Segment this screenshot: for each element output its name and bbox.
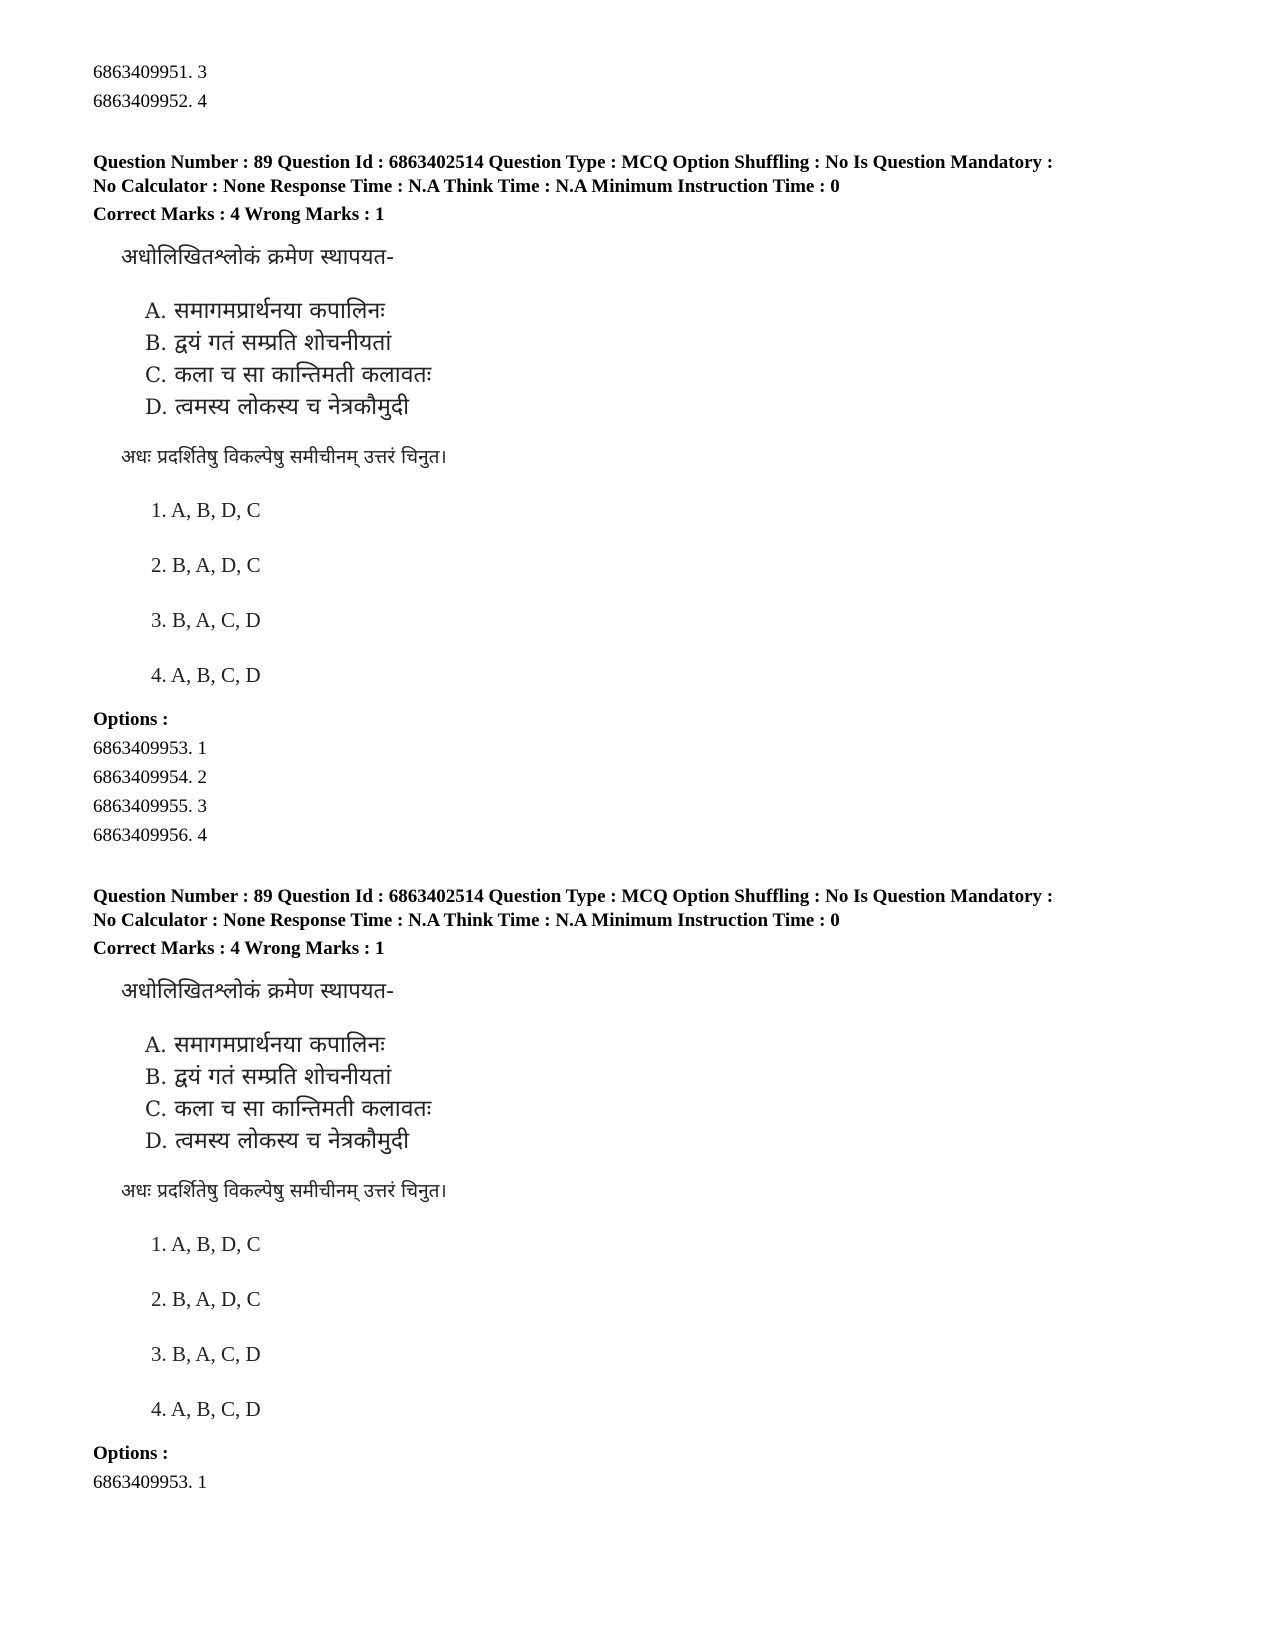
question-meta-line-1: Question Number : 89 Question Id : 6863402514 Question Type : MCQ Option Shuffling : No Is Question Mandatory : <box>93 152 1054 173</box>
question-prompt: अधोलिखितश्लोकं क्रमेण स्थापयत- <box>121 245 395 270</box>
question-image-content <box>121 977 1203 1437</box>
options-heading: Options : <box>93 709 169 730</box>
statement-text: समागमप्रार्थनया कपालिनः <box>174 1032 385 1058</box>
answer-choice: 3. B, A, C, D <box>151 608 261 632</box>
previous-options-list <box>93 58 1203 116</box>
statement-letter: B. <box>145 331 168 355</box>
statement-text: द्वयं गतं सम्प्रति शोचनीयतां <box>174 330 392 356</box>
statement-letter: A. <box>145 299 167 323</box>
statement-item <box>145 1093 1203 1125</box>
answer-choice: 1. A, B, D, C <box>151 498 261 522</box>
statement-text: समागमप्रार्थनया कपालिनः <box>174 298 385 324</box>
statement-text: द्वयं गतं सम्प्रति शोचनीयतां <box>174 1064 392 1090</box>
question-meta-line-2: No Calculator : None Response Time : N.A Think Time : N.A Minimum Instruction Time : 0 <box>93 910 840 931</box>
question-image-content <box>121 243 1203 703</box>
statement-text: त्वमस्य लोकस्य च नेत्रकौमुदी <box>175 1128 410 1154</box>
option-code-line: 6863409952. 4 <box>93 91 207 112</box>
answer-choice: 1. A, B, D, C <box>151 1232 261 1256</box>
question-prompt: अधोलिखितश्लोकं क्रमेण स्थापयत- <box>121 979 395 1004</box>
option-code-line: 6863409956. 4 <box>93 825 207 846</box>
answer-choice: 4. A, B, C, D <box>151 663 261 687</box>
statement-item <box>145 1029 1203 1061</box>
question-block <box>93 885 1203 1497</box>
statement-item <box>145 327 1203 359</box>
statement-letter: C. <box>145 363 167 387</box>
question-meta-line-2: No Calculator : None Response Time : N.A Think Time : N.A Minimum Instruction Time : 0 <box>93 176 840 197</box>
statement-list <box>145 295 1203 423</box>
question-instruction: अधः प्रदर्शितेषु विकल्पेषु समीचीनम् उत्तरं चिनुत। <box>121 1180 447 1202</box>
option-code-line: 6863409955. 3 <box>93 796 207 817</box>
statement-letter: C. <box>145 1097 167 1121</box>
statement-text: कला च सा कान्तिमती कलावतः <box>174 1096 432 1122</box>
statement-item <box>145 391 1203 423</box>
question-instruction: अधः प्रदर्शितेषु विकल्पेषु समीचीनम् उत्तरं चिनुत। <box>121 446 447 468</box>
statement-list <box>145 1029 1203 1157</box>
statement-letter: D. <box>145 395 168 419</box>
option-code-line: 6863409953. 1 <box>93 738 207 759</box>
option-code-line: 6863409954. 2 <box>93 767 207 788</box>
statement-letter: D. <box>145 1129 168 1153</box>
question-block <box>93 151 1203 850</box>
statement-item <box>145 1125 1203 1157</box>
answer-choice: 3. B, A, C, D <box>151 1342 261 1366</box>
question-marks: Correct Marks : 4 Wrong Marks : 1 <box>93 204 385 225</box>
statement-text: त्वमस्य लोकस्य च नेत्रकौमुदी <box>175 394 410 420</box>
options-heading: Options : <box>93 1443 169 1464</box>
statement-item <box>145 359 1203 391</box>
answer-choice: 2. B, A, D, C <box>151 553 261 577</box>
question-meta-line-1: Question Number : 89 Question Id : 6863402514 Question Type : MCQ Option Shuffling : No Is Question Mandatory : <box>93 886 1054 907</box>
answer-choice: 4. A, B, C, D <box>151 1397 261 1421</box>
option-code-line: 6863409951. 3 <box>93 62 207 83</box>
document-page <box>93 58 1203 1497</box>
question-marks: Correct Marks : 4 Wrong Marks : 1 <box>93 938 385 959</box>
statement-letter: B. <box>145 1065 168 1089</box>
statement-item <box>145 1061 1203 1093</box>
statement-letter: A. <box>145 1033 167 1057</box>
statement-item <box>145 295 1203 327</box>
option-code-line: 6863409953. 1 <box>93 1472 207 1493</box>
answer-choice: 2. B, A, D, C <box>151 1287 261 1311</box>
statement-text: कला च सा कान्तिमती कलावतः <box>174 362 432 388</box>
